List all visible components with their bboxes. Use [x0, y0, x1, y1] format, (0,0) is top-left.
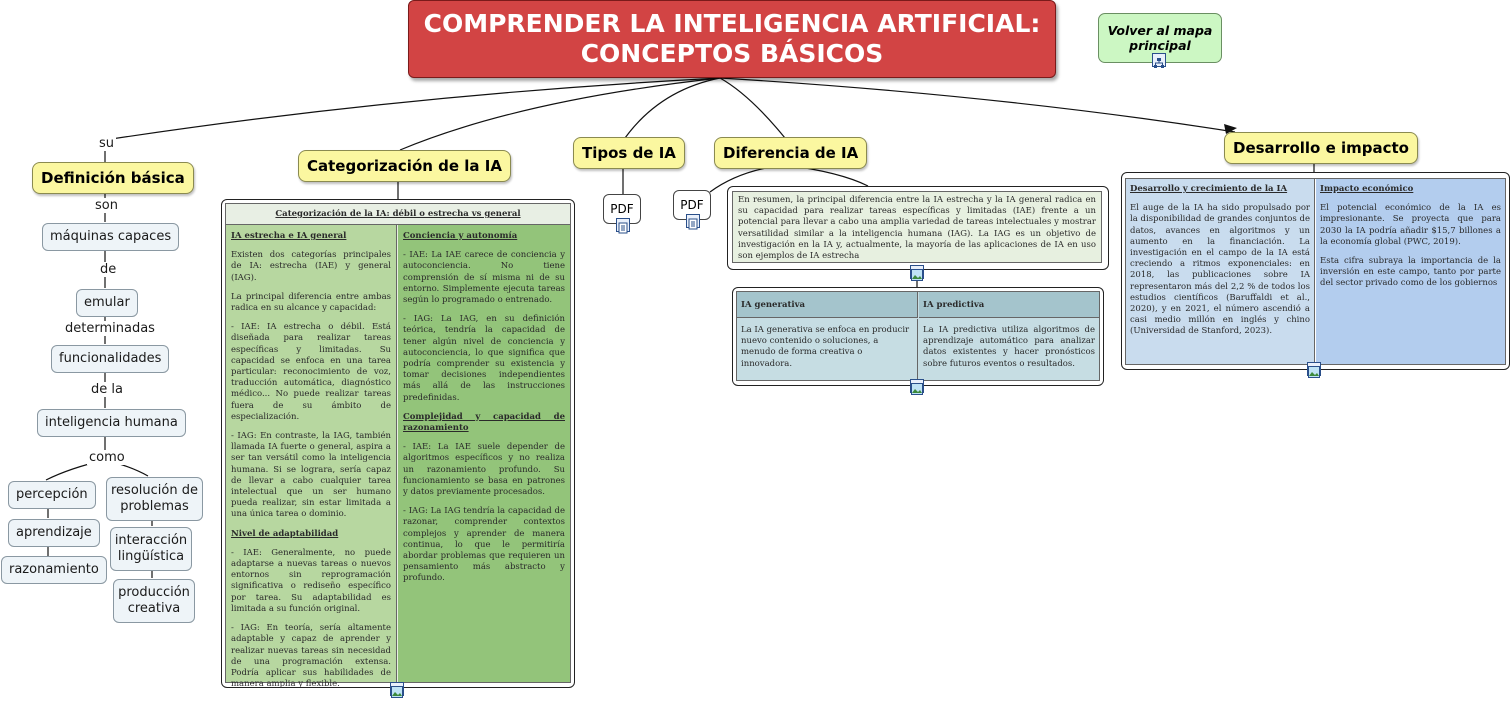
node-percepcion[interactable]: percepción — [8, 481, 96, 509]
document-icon[interactable] — [686, 214, 700, 228]
diferencia-text: En resumen, la principal diferencia entre la IA estrecha y la IA general radica en su capacidad para realizar tareas específicas y limitadas (IAE) frente a un potencial para llevar a cabo una amplia variedad de tareas intelectuales y mostrar versatilidad similar a la inteligencia humana (IAG). La IAG es un objetivo de investigación en la IA y, actualmente, la mayoría de las aplicaciones de IA en uso son ejemplos de IA estrecha — [732, 191, 1102, 263]
image-icon[interactable] — [390, 682, 404, 696]
cell-text: - IAG: La IAG tendría la capacidad de razonar, comprender contextos complejos y aprender de manera continua, lo que le permitiría abordar problemas que requieren un pensamiento más abstracto y profundo. — [403, 506, 565, 584]
cell-heading: Nivel de adaptabilidad — [231, 528, 339, 539]
pdf-attachment-tipos[interactable]: PDF — [603, 194, 641, 224]
image-icon[interactable] — [1307, 362, 1321, 376]
image-icon[interactable] — [910, 265, 924, 279]
gen-pred-table — [736, 291, 1100, 381]
cell-text: Existen dos categorías principales de IA: estrecha (IAE) y general (IAG). — [231, 250, 391, 283]
back-label-2: principal — [1129, 38, 1191, 53]
topic-definicion-basica[interactable]: Definición básica — [32, 162, 194, 194]
pdf-attachment-diferencia[interactable]: PDF — [673, 190, 711, 220]
link-label-de-la: de la — [91, 382, 123, 397]
desarrollo-table — [1125, 178, 1506, 365]
cell-text: La principal diferencia entre ambas radica en su alcance y capacidad: — [231, 291, 391, 314]
node-resolucion-problemas[interactable] — [106, 477, 203, 521]
desarrollo-panel — [1121, 172, 1510, 370]
cell-text: - IAG: La IAG, en su definición teórica, tendría la capacidad de tener algún nivel de conciencia y autoconciencia, lo que significa que podría comprender su existencia y tomar decisiones independientes más allá de las instrucciones predefinidas. — [403, 314, 565, 403]
node-emular[interactable]: emular — [76, 289, 138, 317]
node-aprendizaje[interactable]: aprendizaje — [8, 519, 100, 547]
interaccion-line-1: interacción — [114, 533, 188, 548]
pred-header: IA predictiva — [919, 292, 1099, 318]
pred-text: La IA predictiva utiliza algoritmos de aprendizaje automático para analizar datos existentes y hacer pronósticos sobre futuros eventos o resultados. — [923, 325, 1095, 369]
cell-heading: Conciencia y autonomía — [403, 231, 518, 241]
link-label-su: su — [99, 136, 115, 151]
cell-heading: IA estrecha e IA general — [231, 231, 347, 241]
diferencia-panel — [727, 186, 1109, 270]
node-interaccion-linguistica[interactable] — [110, 527, 192, 571]
node-produccion-creativa[interactable] — [113, 579, 195, 623]
gen-header: IA generativa — [737, 292, 918, 318]
topic-desarrollo-impacto[interactable]: Desarrollo e impacto — [1224, 132, 1418, 164]
node-razonamiento[interactable]: razonamiento — [1, 556, 107, 584]
cell-text: - IAG: En teoría, sería altamente adaptable y capaz de aprender y realizar nuevas tareas sin necesidad de una programación extensa. Podría aplicar sus habilidades de manera amplia y flexible. — [231, 623, 391, 690]
produccion-line-1: producción — [118, 585, 190, 600]
gen-pred-panel — [732, 287, 1104, 386]
cell-heading: Impacto económico — [1320, 184, 1414, 194]
cell-text: - IAE: La IAE suele depender de algoritmos específicos y no realiza un razonamiento profundo. Su funcionamiento se basa en patrones y datos previamente procesados. — [403, 442, 565, 498]
categorizacion-table-header: Categorización de la IA: débil o estrecha vs general — [226, 204, 570, 225]
link-label-de: de — [100, 262, 117, 277]
document-icon[interactable] — [616, 218, 630, 232]
back-label-1: Volver al mapa — [1107, 23, 1213, 38]
image-icon[interactable] — [910, 379, 924, 393]
node-maquinas-capaces[interactable]: máquinas capaces — [42, 223, 179, 251]
resolucion-line-1: resolución de — [111, 483, 198, 498]
desarrollo-col-2 — [1316, 179, 1505, 364]
cell-text: El potencial económico de la IA es impresionante. Se proyecta que para 2030 la IA podría añadir $15,7 billones a la economía global (PWC, 2019). — [1320, 203, 1501, 247]
topic-diferencia-ia[interactable]: Diferencia de IA — [714, 137, 867, 169]
link-label-como: como — [89, 450, 125, 465]
topic-categorizacion[interactable]: Categorización de la IA — [298, 150, 511, 182]
categorizacion-col-2 — [398, 225, 570, 682]
title-line-1: COMPRENDER LA INTELIGENCIA ARTIFICIAL: — [423, 9, 1041, 38]
map-link-icon[interactable] — [1152, 53, 1166, 67]
cell-heading: Complejidad y capacidad de razonamiento — [403, 411, 565, 434]
produccion-line-2: creativa — [127, 601, 181, 616]
topic-tipos-ia[interactable]: Tipos de IA — [573, 137, 685, 169]
cell-text: Esta cifra subraya la importancia de la inversión en este campo, tanto por parte del sector privado como de los gobiernos — [1320, 256, 1501, 289]
link-label-son: son — [95, 198, 118, 213]
categorizacion-col-1 — [226, 225, 397, 690]
categorizacion-table — [225, 203, 571, 690]
interaccion-line-2: lingüística — [117, 549, 185, 564]
cell-text: El auge de la IA ha sido propulsado por la disponibilidad de grandes conjuntos de datos, avances en algoritmos y un aumento en la financiación. La investigación en el campo de la IA está creciendo a ritmos exponenciales: en 2018, las publicaciones sobre IA representaron más del 2,2 % de todos los estudios científicos (Baruffaldi et al., 2020), y en 2021, el número ascendió a casi medio millón en inglés y chino (Universidad de Stanford, 2023). — [1130, 203, 1310, 337]
desarrollo-col-1 — [1126, 179, 1315, 364]
link-label-determinadas: determinadas — [65, 321, 155, 336]
cell-text: - IAE: IA estrecha o débil. Está diseñada para realizar tareas específicas y limitadas. Su capacidad se enfoca en una tarea particular: reconocimiento de voz, traducción automática, diagnóstico médico... No puede realizar tareas fuera de su ámbito de especialización. — [231, 322, 391, 422]
map-title — [408, 0, 1056, 78]
categorizacion-panel — [221, 199, 575, 688]
gen-text: La IA generativa se enfoca en producir nuevo contenido o soluciones, a menudo de forma creativa o innovadora. — [737, 319, 918, 380]
title-line-2: CONCEPTOS BÁSICOS — [580, 39, 884, 68]
cell-heading: Desarrollo y crecimiento de la IA — [1130, 184, 1288, 194]
cell-text: - IAE: La IAE carece de conciencia y autoconciencia. No tiene comprensión de sí misma ni de su entorno. Simplemente ejecuta tareas según lo programado o entrenado. — [403, 250, 565, 306]
resolucion-line-2: problemas — [120, 499, 189, 514]
cell-text: - IAG: En contraste, la IAG, también llamada IA fuerte o general, aspira a ser tan versátil como la inteligencia humana. Si se lograra, sería capaz de llevar a cabo cualquier tarea intelectual que un ser humano pueda realizar, sin estar limitada a una única tarea o dominio. — [231, 431, 391, 520]
node-inteligencia-humana[interactable]: inteligencia humana — [37, 409, 186, 437]
node-funcionalidades[interactable]: funcionalidades — [51, 345, 169, 373]
cell-text: - IAE: Generalmente, no puede adaptarse a nuevas tareas o nuevos entornos sin reprogramación significativa o rediseño específico por tarea. Su adaptabilidad es limitada a su función original. — [231, 547, 391, 614]
